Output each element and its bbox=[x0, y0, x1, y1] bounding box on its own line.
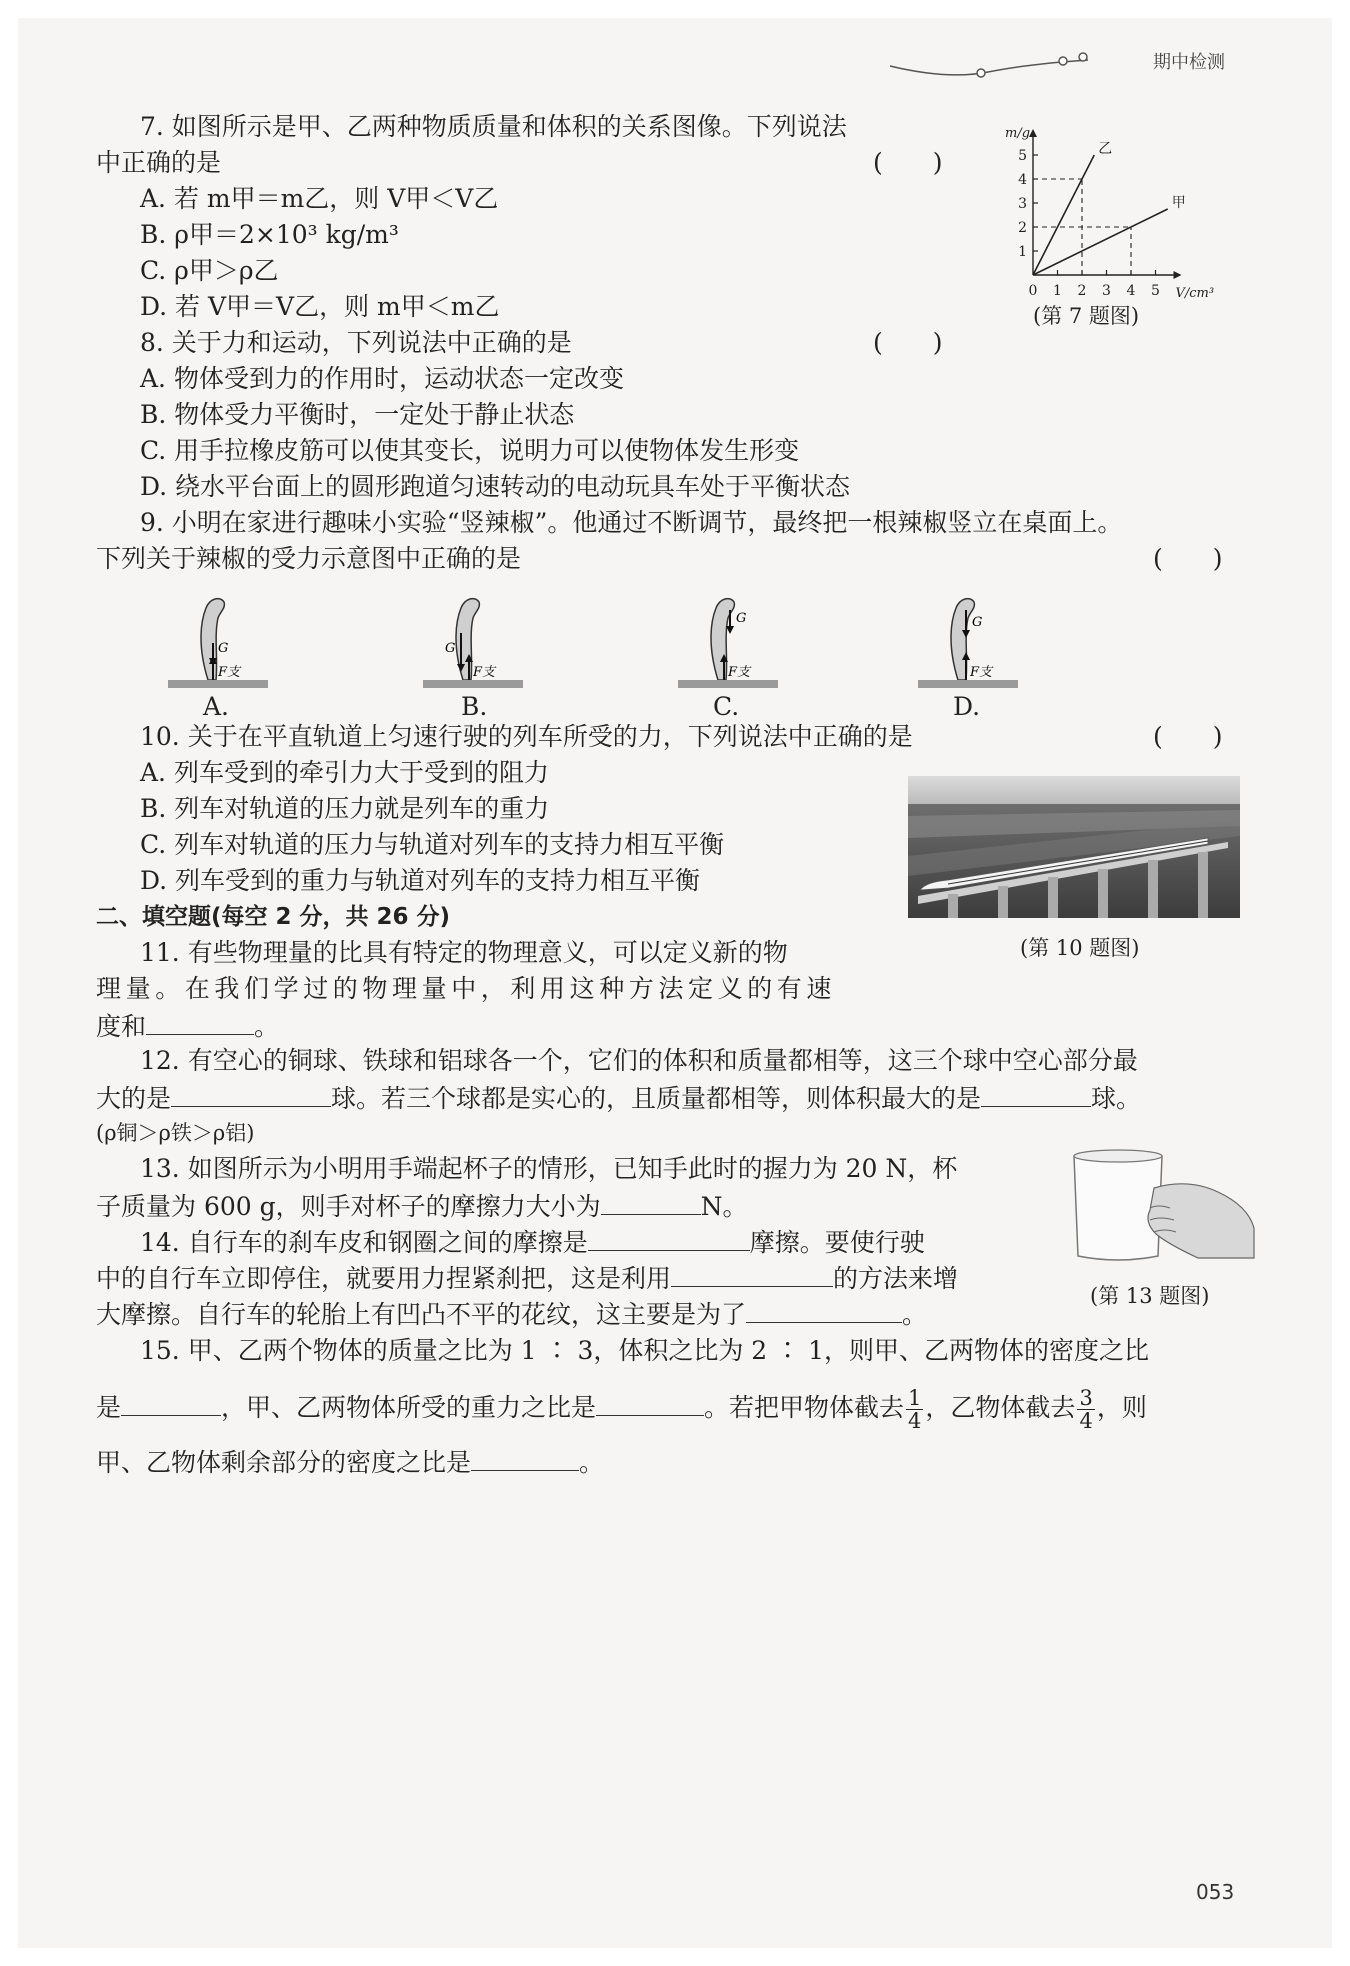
x-axis-label: V/cm³ bbox=[1175, 286, 1215, 301]
x-tick-label: 2 bbox=[1077, 283, 1087, 299]
x-axis-arrow bbox=[1174, 271, 1182, 279]
q9-figure-b bbox=[423, 588, 523, 688]
q13-line2 bbox=[96, 1188, 748, 1224]
q9-stem-line1: 9. 小明在家进行趣味小实验“竖辣椒”。他通过不断调节，最终把一根辣椒竖立在桌面上。 bbox=[140, 508, 1123, 537]
q7-answer-paren: ( ) bbox=[873, 148, 943, 177]
y-tick-label: 2 bbox=[1018, 220, 1027, 236]
table-surface bbox=[678, 680, 778, 688]
q9a-g-label: G bbox=[218, 641, 229, 656]
q15-fraction-2-numerator: 3 bbox=[1079, 1386, 1093, 1410]
q15-blank-1[interactable] bbox=[121, 1389, 221, 1416]
q9d-f-label: F支 bbox=[970, 665, 993, 680]
q9-figure-a bbox=[168, 588, 268, 688]
q8-stem: 8. 关于力和运动，下列说法中正确的是 bbox=[140, 328, 572, 357]
q9a-f-label: F支 bbox=[218, 665, 241, 680]
section2-title: 二、填空题(每空 2 分，共 26 分) bbox=[96, 904, 451, 930]
q11-line3-suffix: 。 bbox=[254, 1012, 280, 1041]
q15-line2-middle: ，甲、乙两物体所受的重力之比是 bbox=[221, 1393, 597, 1422]
q12-line2-suffix: 球。 bbox=[1091, 1084, 1142, 1113]
q15-blank-2[interactable] bbox=[596, 1389, 704, 1416]
q15-line3-prefix: 甲、乙物体剩余部分的密度之比是 bbox=[96, 1448, 472, 1477]
series-label: 甲 bbox=[1171, 195, 1186, 211]
q13-hand-cup-figure bbox=[1058, 1148, 1258, 1268]
x-tick-label: 0 bbox=[1028, 283, 1038, 299]
q13-line1: 13. 如图所示为小明用手端起杯子的情形，已知手此时的握力为 20 N，杯 bbox=[140, 1154, 958, 1183]
table-surface bbox=[168, 680, 268, 688]
q13-answer-blank[interactable] bbox=[601, 1188, 701, 1215]
q10-answer-paren: ( ) bbox=[1153, 722, 1223, 751]
q12-line2-middle: 球。若三个球都是实心的，且质量都相等，则体积最大的是 bbox=[331, 1084, 982, 1113]
q14-blank-1[interactable] bbox=[588, 1224, 750, 1251]
q12-line2-prefix: 大的是 bbox=[96, 1084, 172, 1113]
q15-fraction-2 bbox=[1077, 1387, 1094, 1432]
q9b-g-label: G bbox=[445, 641, 456, 656]
q9-option-c-label: C. bbox=[713, 692, 740, 721]
q10-figure-caption: (第 10 题图) bbox=[1020, 936, 1140, 960]
q15-line2-prefix: 是 bbox=[96, 1393, 122, 1422]
y-tick-label: 1 bbox=[1018, 244, 1027, 260]
table-surface bbox=[918, 680, 1018, 688]
q10-option-c: C. 列车对轨道的压力与轨道对列车的支持力相互平衡 bbox=[140, 830, 725, 859]
page-number: 053 bbox=[1196, 1880, 1235, 1904]
q8-option-a: A. 物体受到力的作用时，运动状态一定改变 bbox=[140, 364, 624, 393]
q8-answer-paren: ( ) bbox=[873, 328, 943, 357]
q15-line3-suffix: 。 bbox=[579, 1448, 605, 1477]
y-axis-arrow bbox=[1029, 129, 1037, 137]
q7-option-a: A. 若 m甲＝m乙，则 V甲＜V乙 bbox=[140, 184, 499, 213]
q12-line2 bbox=[96, 1080, 1141, 1116]
q15-line2-middle3: ，乙物体截去 bbox=[925, 1393, 1076, 1422]
q9c-f-label: F支 bbox=[728, 665, 751, 680]
q12-blank-2[interactable] bbox=[981, 1080, 1091, 1107]
q15-fraction-1-numerator: 1 bbox=[908, 1386, 922, 1410]
q15-blank-3[interactable] bbox=[471, 1444, 579, 1471]
q15-line3 bbox=[96, 1444, 604, 1480]
q11-line2: 理量。在我们学过的物理量中，利用这种方法定义的有速 bbox=[96, 974, 837, 1003]
q14-line2-suffix: 的方法来增 bbox=[833, 1264, 959, 1293]
q14-line2 bbox=[96, 1260, 958, 1296]
q7-stem-line2: 中正确的是 bbox=[96, 148, 222, 177]
q7-mass-volume-chart bbox=[968, 110, 1268, 310]
q8-option-b: B. 物体受力平衡时，一定处于静止状态 bbox=[140, 400, 575, 429]
header-section-title: 期中检测 bbox=[1153, 52, 1225, 73]
q9-answer-paren: ( ) bbox=[1153, 544, 1223, 573]
q12-blank-1[interactable] bbox=[171, 1080, 331, 1107]
header-wave-decoration bbox=[888, 46, 1148, 86]
q12-line3: (ρ铜＞ρ铁＞ρ铝) bbox=[96, 1121, 255, 1145]
q7-stem-line1: 7. 如图所示是甲、乙两种物质质量和体积的关系图像。下列说法 bbox=[140, 112, 847, 141]
q11-line1: 11. 有些物理量的比具有特定的物理意义，可以定义新的物 bbox=[140, 938, 788, 967]
q12-line1: 12. 有空心的铜球、铁球和铝球各一个，它们的体积和质量都相等，这三个球中空心部分最 bbox=[140, 1046, 1138, 1075]
x-tick-label: 4 bbox=[1126, 283, 1136, 299]
q8-option-d: D. 绕水平台面上的圆形跑道匀速转动的电动玩具车处于平衡状态 bbox=[140, 472, 851, 501]
y-axis-label: m/g bbox=[1005, 126, 1031, 141]
q14-line3 bbox=[96, 1296, 927, 1332]
cup-body bbox=[1074, 1153, 1162, 1260]
q9-figure-d bbox=[918, 588, 1018, 688]
q9-stem-line2: 下列关于辣椒的受力示意图中正确的是 bbox=[96, 544, 522, 573]
q10-train-photo bbox=[908, 776, 1240, 918]
q15-line1: 15. 甲、乙两个物体的质量之比为 1 ∶ 3，体积之比为 2 ∶ 1，则甲、乙两物体的密度之比 bbox=[140, 1336, 1150, 1365]
x-tick-label: 3 bbox=[1102, 283, 1111, 299]
q9d-g-label: G bbox=[972, 615, 983, 630]
y-tick-label: 5 bbox=[1018, 148, 1027, 164]
q15-line2 bbox=[96, 1380, 1147, 1436]
q14-line2-prefix: 中的自行车立即停住，就要用力捏紧刹把，这是利用 bbox=[96, 1264, 672, 1293]
q11-answer-blank[interactable] bbox=[146, 1008, 254, 1035]
q13-line2-prefix: 子质量为 600 g，则手对杯子的摩擦力大小为 bbox=[96, 1192, 601, 1221]
q7-figure-caption: (第 7 题图) bbox=[1033, 304, 1140, 328]
q8-option-c: C. 用手拉橡皮筋可以使其变长，说明力可以使物体发生形变 bbox=[140, 436, 800, 465]
q14-line3-prefix: 大摩擦。自行车的轮胎上有凹凸不平的花纹，这主要是为了 bbox=[96, 1300, 747, 1329]
q9c-g-label: G bbox=[736, 611, 747, 626]
y-tick-label: 4 bbox=[1018, 172, 1027, 188]
q10-option-a: A. 列车受到的牵引力大于受到的阻力 bbox=[140, 758, 549, 787]
q9-option-a-label: A. bbox=[203, 692, 230, 721]
q7-option-c: C. ρ甲＞ρ乙 bbox=[140, 256, 279, 285]
series-line-jia bbox=[1033, 209, 1168, 275]
q11-line3-prefix: 度和 bbox=[96, 1012, 147, 1041]
q9-option-b-label: B. bbox=[461, 692, 488, 721]
q10-option-d: D. 列车受到的重力与轨道对列车的支持力相互平衡 bbox=[140, 866, 701, 895]
q14-blank-3[interactable] bbox=[746, 1296, 902, 1323]
hand bbox=[1148, 1184, 1254, 1258]
q14-line1 bbox=[140, 1224, 925, 1260]
q9-option-d-label: D. bbox=[953, 692, 981, 721]
q14-line1-suffix: 摩擦。要使行驶 bbox=[749, 1228, 925, 1257]
q14-blank-2[interactable] bbox=[671, 1260, 833, 1287]
table-surface bbox=[423, 680, 523, 688]
x-tick-label: 5 bbox=[1151, 283, 1160, 299]
q14-line1-prefix: 14. 自行车的刹车皮和钢圈之间的摩擦是 bbox=[140, 1228, 588, 1257]
q11-line3 bbox=[96, 1008, 279, 1044]
q15-fraction-1 bbox=[906, 1387, 923, 1432]
series-line-yi bbox=[1033, 155, 1094, 275]
q15-line2-suffix: ，则 bbox=[1096, 1393, 1147, 1422]
q7-option-b: B. ρ甲＝2×10³ kg/m³ bbox=[140, 220, 399, 249]
x-tick-label: 1 bbox=[1053, 283, 1062, 299]
q15-fraction-2-denominator: 4 bbox=[1079, 1409, 1093, 1433]
q9b-f-label: F支 bbox=[473, 665, 496, 680]
q7-option-d: D. 若 V甲＝V乙，则 m甲＜m乙 bbox=[140, 292, 500, 321]
page bbox=[18, 18, 1332, 1948]
q15-line2-middle2: 。若把甲物体截去 bbox=[704, 1393, 905, 1422]
q15-fraction-1-denominator: 4 bbox=[908, 1409, 922, 1433]
q9-figure-c bbox=[678, 588, 778, 688]
q10-option-b: B. 列车对轨道的压力就是列车的重力 bbox=[140, 794, 550, 823]
q14-line3-suffix: 。 bbox=[902, 1300, 928, 1329]
series-label: 乙 bbox=[1098, 141, 1113, 157]
q13-figure-caption: (第 13 题图) bbox=[1090, 1284, 1210, 1308]
q10-stem: 10. 关于在平直轨道上匀速行驶的列车所受的力，下列说法中正确的是 bbox=[140, 722, 913, 751]
y-tick-label: 3 bbox=[1018, 196, 1027, 212]
q13-line2-suffix: N。 bbox=[700, 1192, 748, 1221]
